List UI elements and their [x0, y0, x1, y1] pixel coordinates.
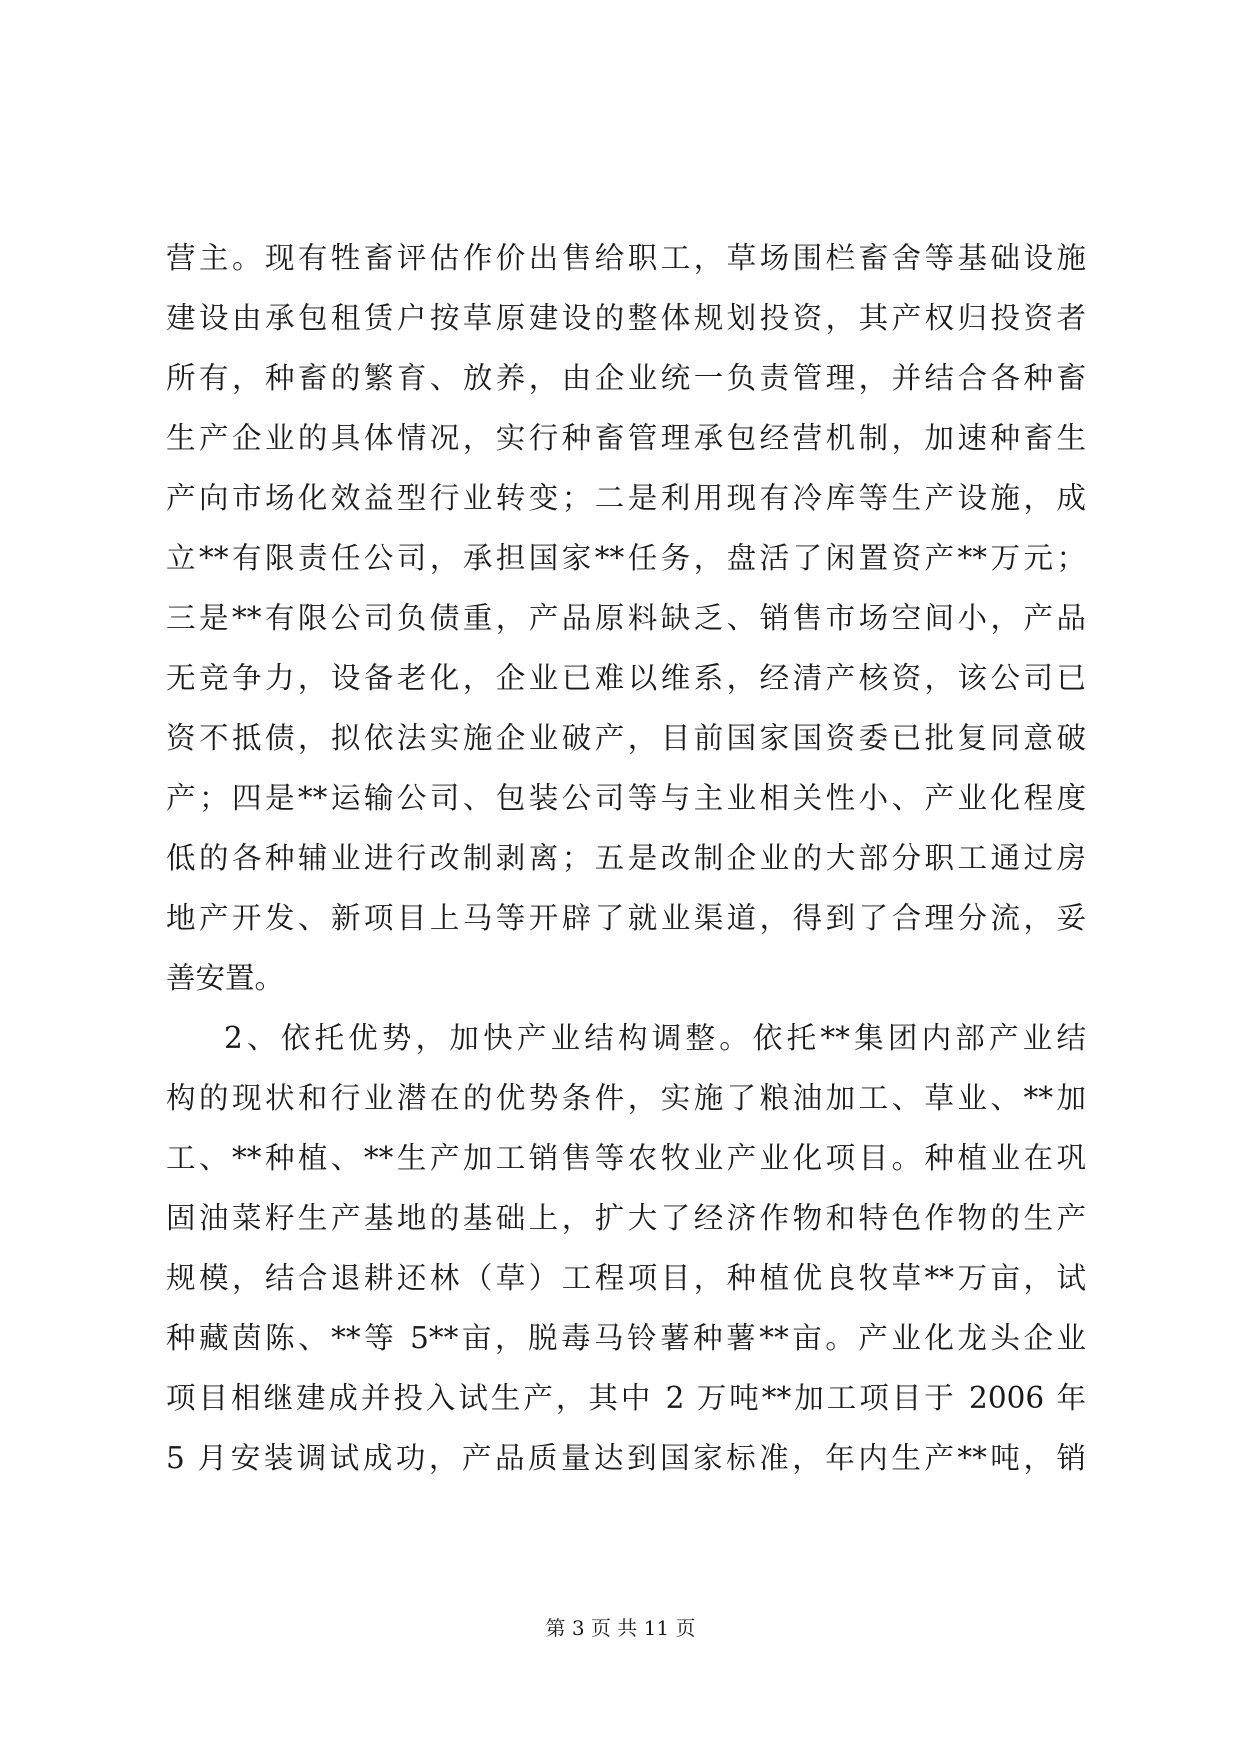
- text-line: 低的各种辅业进行改制剥离；五是改制企业的大部分职工通过房: [166, 841, 1086, 875]
- paragraph-first-line: 2、依托优势，加快产业结构调整。依托**集团内部产业结: [224, 1021, 1086, 1055]
- text-line: 建设由承包租赁户按草原建设的整体规划投资，其产权归投资者: [166, 301, 1086, 335]
- document-body: [166, 228, 1086, 1488]
- text-line: 生产企业的具体情况，实行种畜管理承包经营机制，加速种畜生: [166, 421, 1086, 455]
- text-line: 所有，种畜的繁育、放养，由企业统一负责管理，并结合各种畜: [166, 361, 1086, 395]
- text-line: 构的现状和行业潜在的优势条件，实施了粮油加工、草业、**加: [166, 1081, 1086, 1115]
- text-line: 规模，结合退耕还林（草）工程项目，种植优良牧草**万亩，试: [166, 1261, 1086, 1295]
- text-line: 种藏茵陈、**等 5**亩，脱毒马铃薯种薯**亩。产业化龙头企业: [166, 1321, 1086, 1355]
- text-line: 立**有限责任公司，承担国家**任务，盘活了闲置资产**万元；: [166, 541, 1086, 575]
- text-line: 善安置。: [166, 961, 285, 995]
- text-line: 产向市场化效益型行业转变；二是利用现有冷库等生产设施，成: [166, 481, 1086, 515]
- page-number-label: 第 3 页 共 11 页: [545, 1616, 696, 1640]
- text-line: 资不抵债，拟依法实施企业破产，目前国家国资委已批复同意破: [166, 721, 1086, 755]
- text-line: 工、**种植、**生产加工销售等农牧业产业化项目。种植业在巩: [166, 1141, 1086, 1175]
- text-line: 固油菜籽生产基地的基础上，扩大了经济作物和特色作物的生产: [166, 1201, 1086, 1235]
- text-line: 地产开发、新项目上马等开辟了就业渠道，得到了合理分流，妥: [166, 901, 1086, 935]
- text-line: 5 月安装调试成功，产品质量达到国家标准，年内生产**吨，销: [166, 1441, 1086, 1475]
- text-line: 产；四是**运输公司、包装公司等与主业相关性小、产业化程度: [166, 781, 1086, 815]
- text-line: 三是**有限公司负债重，产品原料缺乏、销售市场空间小，产品: [166, 601, 1086, 635]
- text-line: 无竞争力，设备老化，企业已难以维系，经清产核资，该公司已: [166, 661, 1086, 695]
- text-line: 项目相继建成并投入试生产，其中 2 万吨**加工项目于 2006 年: [166, 1381, 1086, 1415]
- page-footer: [0, 1614, 1241, 1642]
- text-line: 营主。现有牲畜评估作价出售给职工，草场围栏畜舍等基础设施: [166, 241, 1086, 275]
